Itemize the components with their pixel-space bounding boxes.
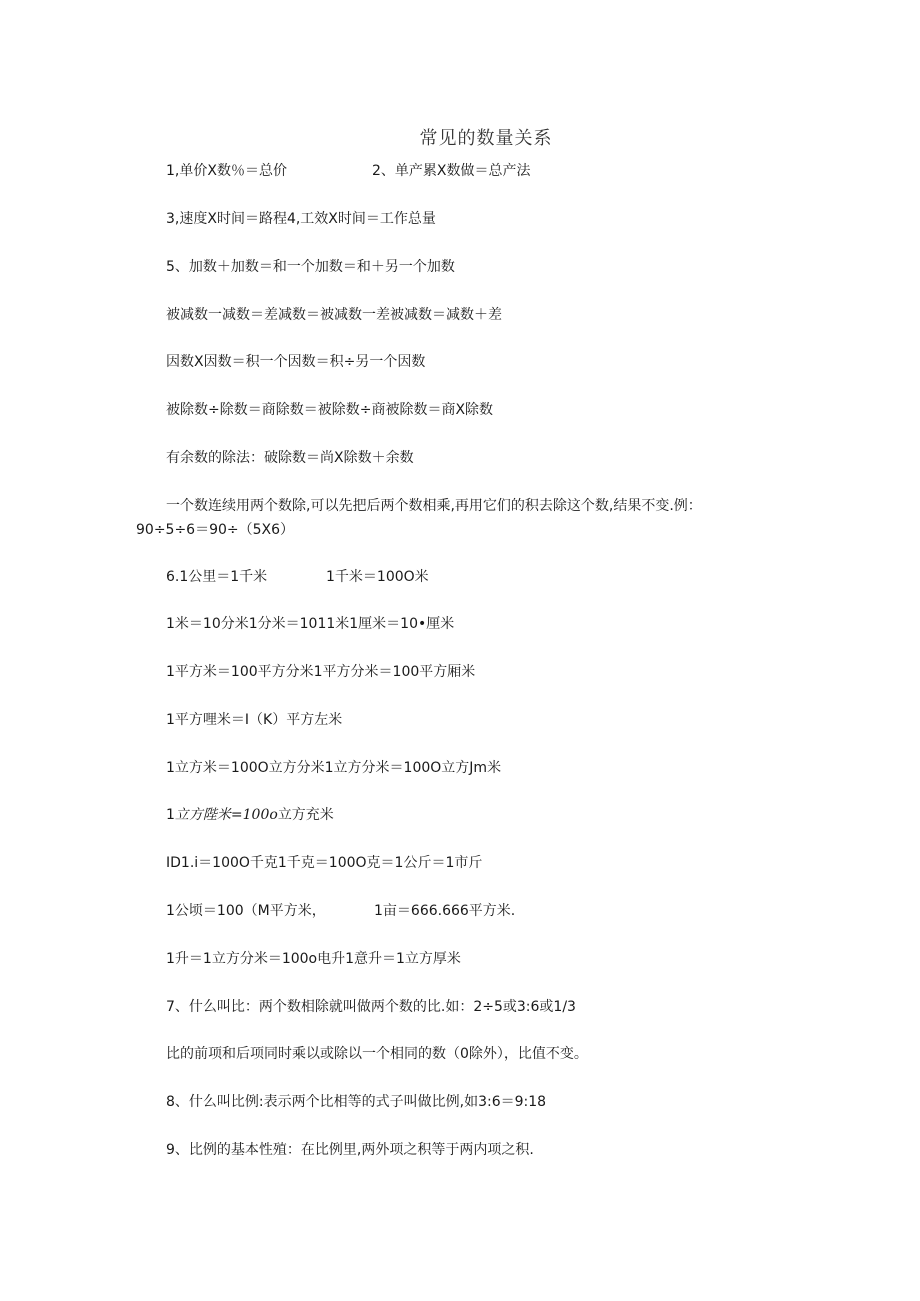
proportion-line-20: 9、比例的基本性殖：在比例里,两外项之积等于两内项之积.	[166, 1142, 534, 1158]
paragraph-line-1: 一个数连续用两个数除,可以先把后两个数相乘,再用它们的积去除这个数,结果不变.例：	[166, 498, 702, 514]
formula-line-7: 有余数的除法：破除数＝尚X除数＋余数	[166, 450, 414, 466]
unit-line-13	[166, 805, 334, 825]
unit-line-14: ID1.i＝100O千克1千克＝100O克＝1公斤＝1市斤	[166, 855, 483, 871]
formula-line-3: 5、加数＋加数＝和一个加数＝和＋另一个加数	[166, 259, 455, 275]
unit-line-8b: 1千米＝100O米	[326, 569, 429, 585]
formula-line-1	[166, 161, 287, 181]
formula-line-6: 被除数÷除数＝商除数＝被除数÷商被除数＝商X除数	[166, 402, 494, 418]
unit-line-13-prefix: 1	[166, 807, 175, 823]
formula-line-5: 因数X因数＝积一个因数＝积÷另一个因数	[166, 354, 426, 370]
unit-line-16: 1升＝1立方分米＝100o电升1意升＝1立方厚米	[166, 951, 461, 967]
ratio-line-17: 7、什么叫比：两个数相除就叫做两个数的比.如：2÷5或3:6或1/3	[166, 999, 576, 1015]
formula-unit-yield: 2、单产累X数做＝总产法	[372, 163, 531, 179]
paragraph-line-2: 90÷5÷6＝90÷（5X6）	[136, 522, 295, 538]
unit-line-10: 1平方米＝100平方分米1平方分米＝100平方厢米	[166, 664, 476, 680]
unit-line-13-suffix: 立方充米	[277, 807, 334, 823]
unit-line-8a: 6.1公里＝1千米	[166, 569, 268, 585]
formula-line-4: 被减数一减数＝差减数＝被减数一差被减数＝减数＋差	[166, 307, 502, 323]
ratio-line-18: 比的前项和后项同时乘以或除以一个相同的数（0除外），比值不变。	[166, 1046, 588, 1062]
unit-line-15b: 1亩＝666.666平方米.	[374, 903, 516, 919]
formula-line-2: 3,速度X时间＝路程4,工效X时间＝工作总量	[166, 211, 436, 227]
proportion-line-19: 8、什么叫比例:表示两个比相等的式子叫做比例,如3:6＝9:18	[166, 1094, 547, 1110]
unit-line-15a: 1公顷＝100（M平方米，	[166, 903, 326, 919]
unit-line-11: 1平方哩米＝I（K）平方左米	[166, 712, 343, 728]
unit-line-13-italic: 立方陛米=100o	[174, 807, 278, 823]
unit-line-12: 1立方米＝100O立方分米1立方分米＝100O立方Jm米	[166, 760, 502, 776]
unit-line-9: 1米＝10分米1分米＝1011米1厘米＝10•厘米	[166, 616, 455, 632]
formula-unit-price: 1,单价X数％＝总价	[166, 163, 287, 179]
page-title: 常见的数量关系	[419, 128, 553, 149]
paragraph-consecutive-division	[136, 494, 776, 542]
formula-line-1b	[372, 161, 531, 181]
